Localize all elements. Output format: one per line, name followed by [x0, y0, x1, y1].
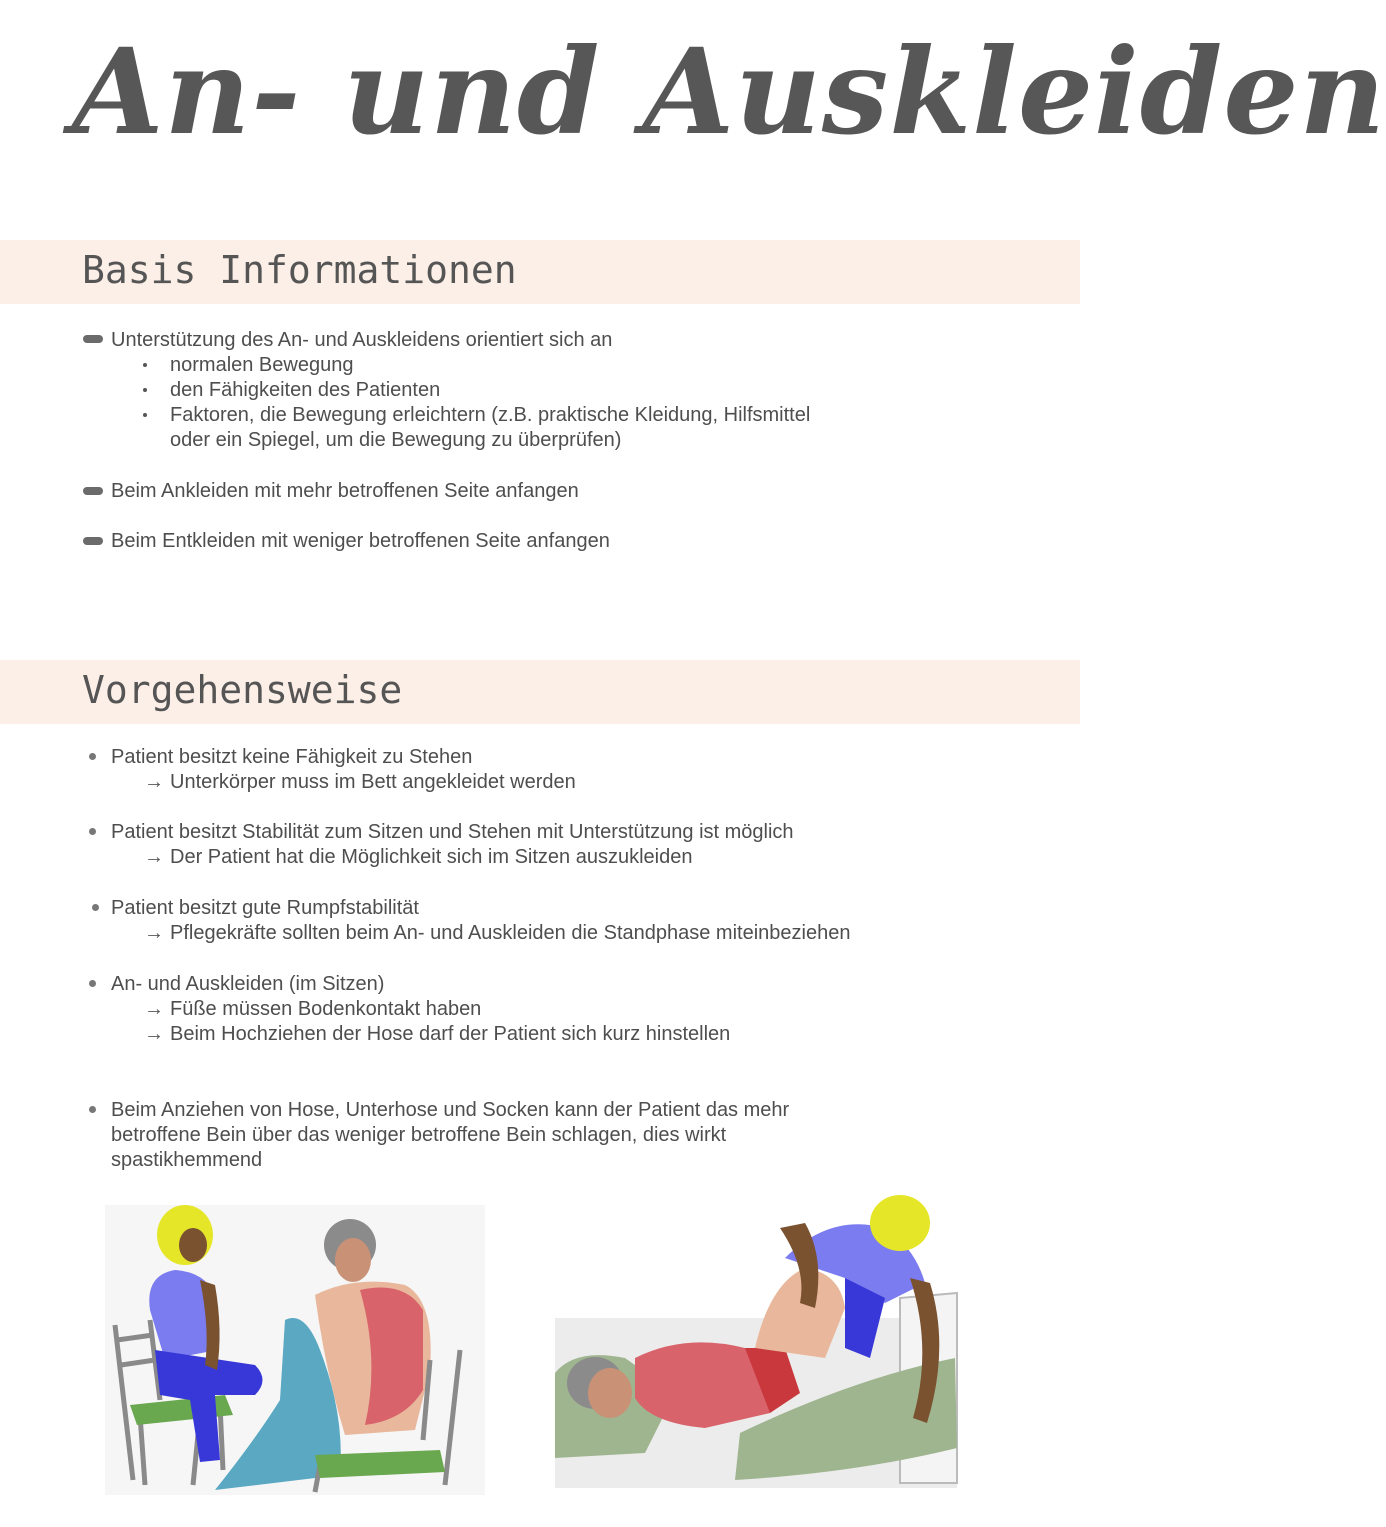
sub-bullet [143, 363, 147, 367]
sub-bullet [143, 388, 147, 392]
arrow-icon: → [144, 922, 164, 944]
illustration-seated-dressing [105, 1200, 485, 1495]
section-title-basis: Basis Informationen [82, 248, 517, 292]
patient-face [335, 1238, 371, 1282]
basis-sub-2: den Fähigkeiten des Patienten [170, 379, 441, 401]
basis-sub-3-line-1: Faktoren, die Bewegung erleichtern (z.B. praktische Kleidung, Hilfsmittel [170, 404, 811, 426]
vorgehen-point-1-detail: Unterkörper muss im Bett angekleidet werden [170, 771, 576, 793]
basis-item-3: Beim Entkleiden mit weniger betroffenen Seite anfangen [111, 530, 610, 552]
vorgehen-point-2: Patient besitzt Stabilität zum Sitzen und Stehen mit Unterstützung ist möglich [111, 821, 794, 843]
vorgehen-point-4-detail-1: Füße müssen Bodenkontakt haben [170, 998, 482, 1020]
arrow-icon: → [144, 1023, 164, 1045]
bullet-dot [89, 753, 96, 760]
caregiver-face [179, 1228, 207, 1262]
caregiver-hair [870, 1195, 930, 1251]
vorgehen-point-3-detail: Pflegekräfte sollten beim An- und Auskleiden die Standphase miteinbeziehen [170, 922, 851, 944]
arrow-icon: → [144, 998, 164, 1020]
bullet-dot [92, 904, 99, 911]
sub-bullet [143, 413, 147, 417]
vorgehen-point-5-line-2: betroffene Bein über das weniger betroffene Bein schlagen, dies wirkt [111, 1124, 727, 1146]
basis-sub-1: normalen Bewegung [170, 354, 354, 376]
basis-sub-3-line-2: oder ein Spiegel, um die Bewegung zu überprüfen) [170, 429, 622, 451]
section-title-vorgehen: Vorgehensweise [82, 668, 403, 712]
page-title: An- und Auskleiden [72, 22, 1386, 161]
vorgehen-point-1: Patient besitzt keine Fähigkeit zu Stehen [111, 746, 473, 768]
bullet-dot [89, 980, 96, 987]
bullet-dot [89, 828, 96, 835]
vorgehen-point-3: Patient besitzt gute Rumpfstabilität [111, 897, 419, 919]
vorgehen-point-4: An- und Auskleiden (im Sitzen) [111, 973, 385, 995]
patient-face [588, 1368, 632, 1418]
basis-item-2: Beim Ankleiden mit mehr betroffenen Seite anfangen [111, 480, 579, 502]
vorgehen-point-4-detail-2: Beim Hochziehen der Hose darf der Patient sich kurz hinstellen [170, 1023, 731, 1045]
dash-bullet [83, 335, 103, 343]
bullet-dot [89, 1106, 96, 1113]
arrow-icon: → [144, 771, 164, 793]
vorgehen-point-5-line-3: spastikhemmend [111, 1149, 263, 1171]
vorgehen-point-5-line-1: Beim Anziehen von Hose, Unterhose und Socken kann der Patient das mehr [111, 1099, 790, 1121]
dash-bullet [83, 487, 103, 495]
basis-item-1: Unterstützung des An- und Auskleidens orientiert sich an [111, 329, 613, 351]
arrow-icon: → [144, 846, 164, 868]
vorgehen-point-2-detail: Der Patient hat die Möglichkeit sich im Sitzen auszukleiden [170, 846, 693, 868]
illustration-bed-dressing [555, 1198, 957, 1488]
dash-bullet [83, 537, 103, 545]
